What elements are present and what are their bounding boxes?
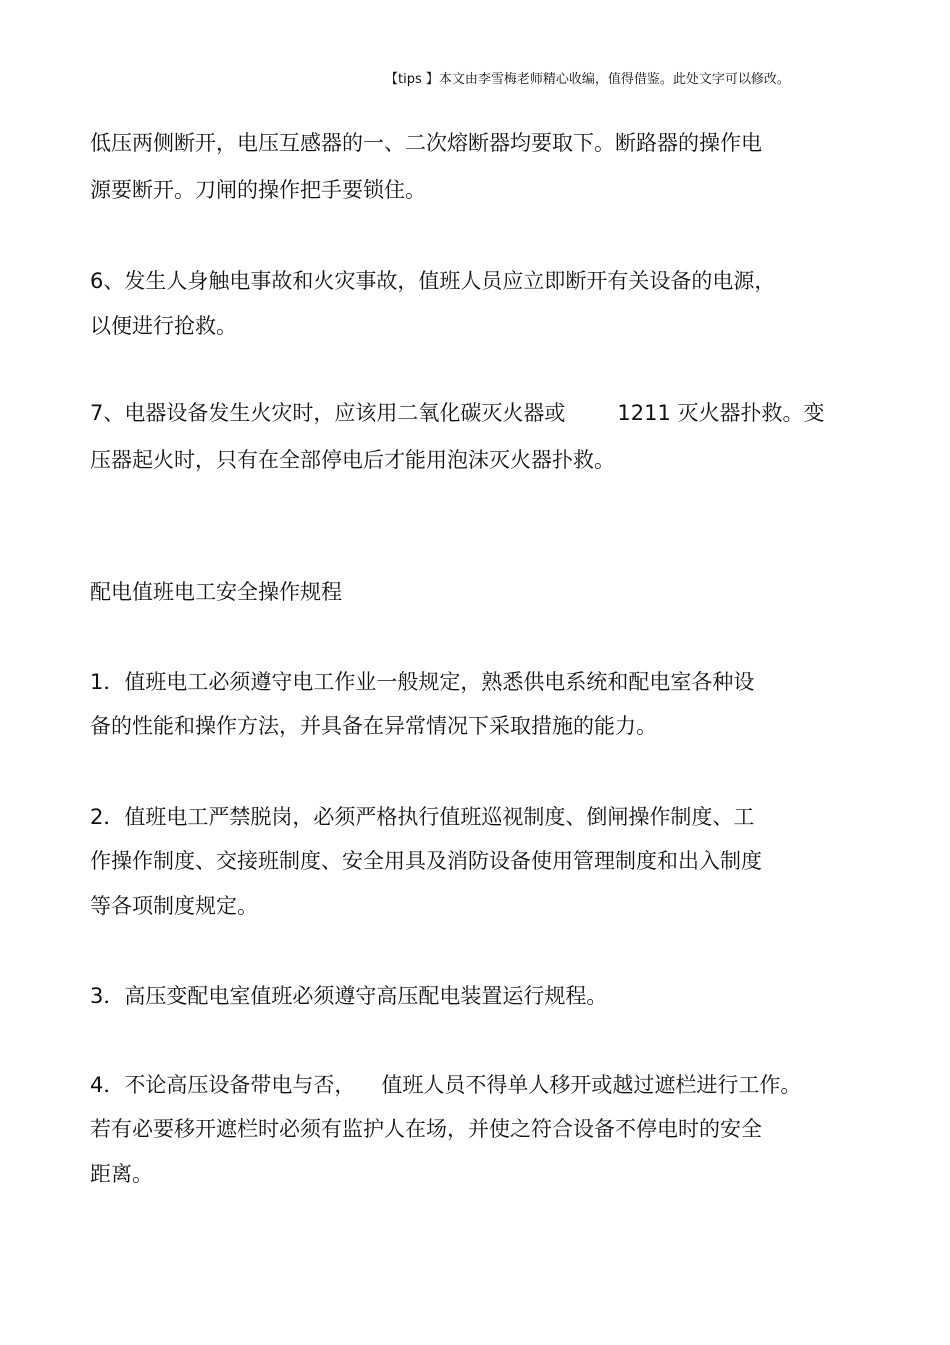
section-title: 配电值班电工安全操作规程 xyxy=(90,580,342,604)
paragraph-7-line-1-part-a: 7、电器设备发生火灾时，应该用二氧化碳灭火器或 xyxy=(90,401,566,425)
paragraph-continued-line-2: 源要断开。刀闸的操作把手要锁住。 xyxy=(90,178,426,202)
rule-4-line-2: 若有必要移开遮栏时必须有监护人在场，并使之符合设备不停电时的安全 xyxy=(90,1117,762,1141)
rule-1-line-2: 备的性能和操作方法，并具备在异常情况下采取措施的能力。 xyxy=(90,714,657,738)
tips-header: 【tips 】本文由李雪梅老师精心收编，值得借鉴。此处文字可以修改。 xyxy=(385,72,790,87)
paragraph-6-line-2: 以便进行抢救。 xyxy=(90,314,237,338)
paragraph-7-line-1 xyxy=(90,398,824,428)
rule-3-line-1: 3．高压变配电室值班必须遵守高压配电装置运行规程。 xyxy=(90,984,608,1008)
rule-4-line-1-part-b: 值班人员不得单人移开或越过遮栏进行工作。 xyxy=(381,1073,802,1097)
paragraph-7-line-2: 压器起火时，只有在全部停电后才能用泡沫灭火器扑救。 xyxy=(90,448,615,472)
rule-2-line-2: 作操作制度、交接班制度、安全用具及消防设备使用管理制度和出入制度 xyxy=(90,849,762,873)
rule-1-line-1: 1．值班电工必须遵守电工作业一般规定，熟悉供电系统和配电室各种设 xyxy=(90,670,755,694)
rule-4-line-1-part-a: 4．不论高压设备带电与否， xyxy=(90,1073,356,1097)
rule-4-line-1 xyxy=(90,1070,801,1100)
paragraph-6-line-1: 6、发生人身触电事故和火灾事故，值班人员应立即断开有关设备的电源， xyxy=(90,269,776,293)
rule-2-line-3: 等各项制度规定。 xyxy=(90,894,258,918)
paragraph-continued-line-1: 低压两侧断开，电压互感器的一、二次熔断器均要取下。断路器的操作电 xyxy=(90,131,762,155)
rule-4-line-3: 距离。 xyxy=(90,1162,153,1186)
paragraph-7-line-1-part-b: 1211 灭火器扑救。变 xyxy=(617,401,825,425)
rule-2-line-1: 2．值班电工严禁脱岗，必须严格执行值班巡视制度、倒闸操作制度、工 xyxy=(90,805,755,829)
